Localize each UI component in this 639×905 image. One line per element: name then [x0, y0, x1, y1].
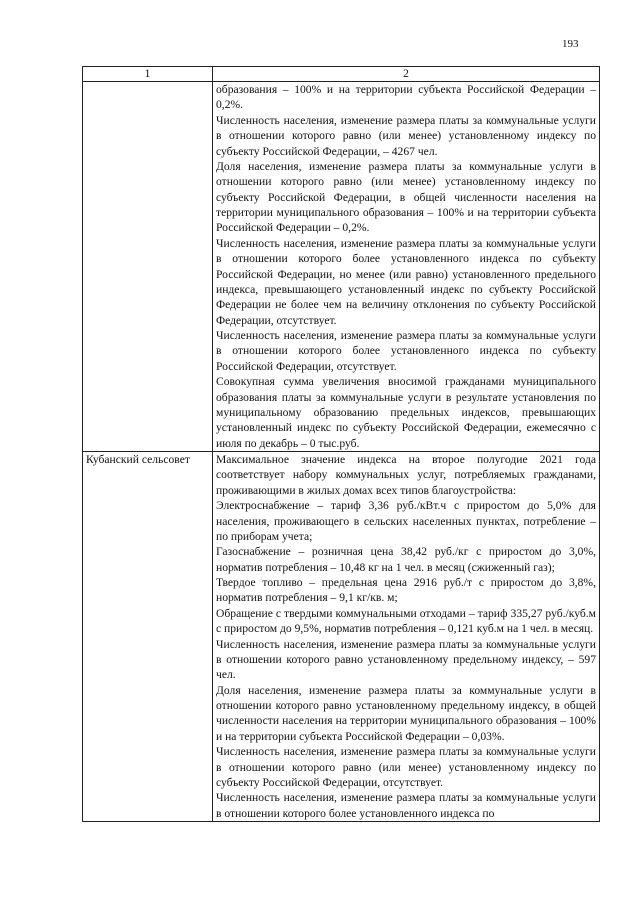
paragraph: Доля населения, изменение размера платы за коммунальные услуги в отношении которого равно (или менее) установленному индексу по субъекту Российской Федерации, в общей численности населения на территории муниципального образования – 100% и на территории субъекта Российской Федерации – 0,2%. — [216, 159, 596, 235]
paragraph: Обращение с твердыми коммунальными отходами – тариф 335,27 руб./куб.м с приростом до 9,5%, норматив потребления – 0,121 куб.м на 1 чел. в месяц. — [216, 606, 596, 636]
paragraph: Совокупная сумма увеличения вносимой гражданами муниципального образования платы за коммунальные услуги в результате установления по муниципальному образованию предельных индексов, превышающих установленный индекс по субъекту Российской Федерации, ежемесячно с июля по декабрь – 0 тыс.руб. — [216, 375, 596, 450]
paragraph: Численность населения, изменение размера платы за коммунальные услуги в отношении которого равно (или менее) установленному индексу по субъекту Российской Федерации, – 4267 чел. — [216, 113, 596, 158]
column-header-1: 1 — [83, 67, 213, 82]
paragraph: Численность населения, изменение размера платы за коммунальные услуги в отношении которого более установленного индекса по субъекту Российской Федерации, но менее (или равно) установленного предельного индекса, превышающего установленный индекс по субъекту Российской Федерации не более чем на величину отклонения по субъекту Российской Федерации, отсутствует. — [216, 236, 596, 327]
paragraph: Максимальное значение индекса на второе полугодие 2021 года соответствует набору коммунальных услуг, потребляемых гражданами, проживающими в жилых домах всех типов благоустройства: — [216, 453, 596, 497]
region-cell: Кубанский сельсовет — [83, 452, 213, 822]
description-cell — [213, 82, 600, 452]
paragraph: Доля населения, изменение размера платы за коммунальные услуги в отношении которого равно установленному предельному индексу, в общей численности населения на территории муниципального образования – 100% и на территории субъекта Российской Федерации – 0,03%. — [216, 683, 596, 743]
region-cell — [83, 82, 213, 452]
utility-index-table — [82, 66, 600, 822]
paragraph: Численность населения, изменение размера платы за коммунальные услуги в отношении которого более установленного индекса по — [216, 791, 596, 820]
paragraph: Электроснабжение – тариф 3,36 руб./кВт.ч с приростом до 5,0% для населения, проживающего в сельских населенных пунктах, потребление – по приборам учета; — [216, 499, 596, 543]
paragraph: Численность населения, изменение размера платы за коммунальные услуги в отношении которого более установленного индекса по субъекту Российской Федерации, отсутствует. — [216, 329, 596, 373]
paragraph: образования – 100% и на территории субъекта Российской Федерации – 0,2%. — [216, 83, 596, 112]
table-row — [83, 82, 600, 452]
paragraph: Твердое топливо – предельная цена 2916 руб./т с приростом до 3,8%, норматив потребления – 9,1 кг/кв. м; — [216, 576, 596, 605]
paragraph: Газоснабжение – розничная цена 38,42 руб./кг с приростом до 3,0%, норматив потребления – 10,48 кг на 1 чел. в месяц (сжиженный газ); — [216, 545, 596, 574]
page-number: 193 — [562, 38, 579, 50]
table-row — [83, 452, 600, 822]
paragraph: Численность населения, изменение размера платы за коммунальные услуги в отношении которого равно установленному предельному индексу, – 597 чел. — [216, 637, 596, 682]
paragraph: Численность населения, изменение размера платы за коммунальные услуги в отношении которого равно (или менее) установленному индексу по субъекту Российской Федерации, отсутствует. — [216, 745, 596, 789]
table-header-row — [83, 67, 600, 82]
description-cell — [213, 452, 600, 822]
column-header-2: 2 — [213, 67, 600, 82]
